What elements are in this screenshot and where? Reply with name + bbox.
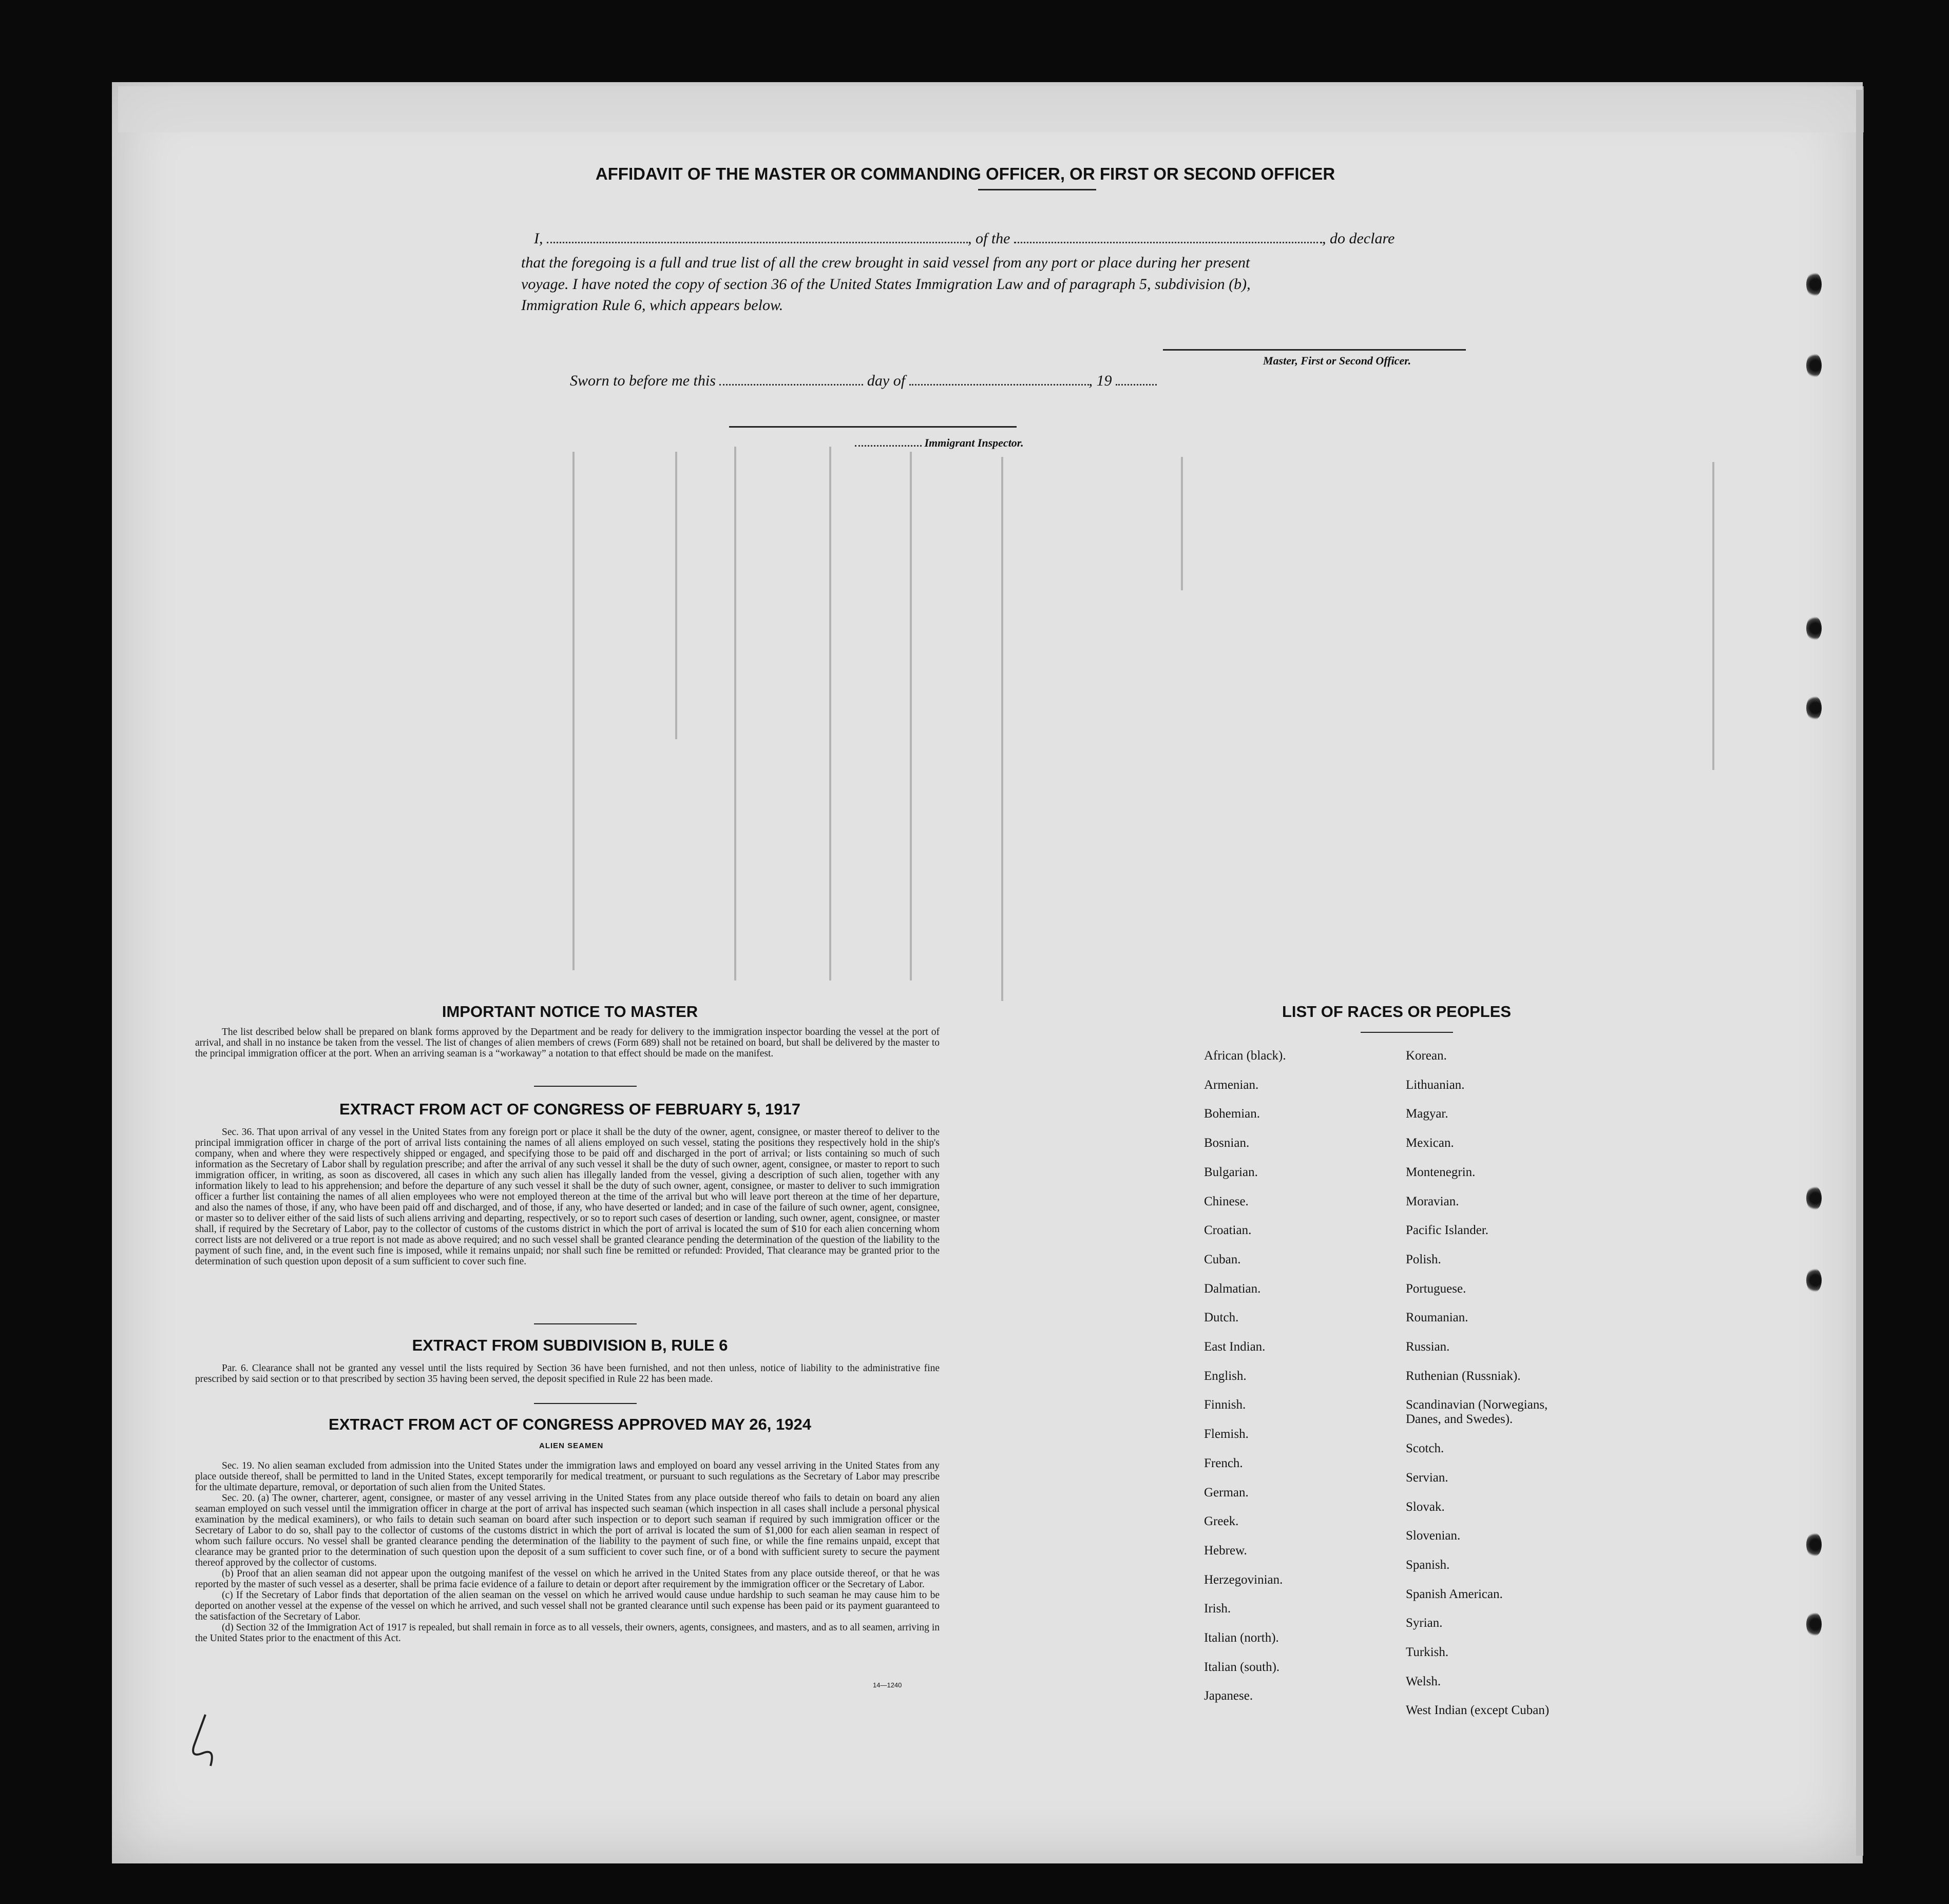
sworn-prefix: Sworn to before me this: [570, 372, 716, 389]
sworn-line: [570, 372, 1157, 390]
bleed-through-column-line: [572, 452, 575, 970]
bleed-through-column-line: [1181, 457, 1183, 590]
race-item: Montenegrin.: [1406, 1165, 1476, 1179]
sheet-right-edge: [1856, 90, 1863, 1856]
master-signature-line[interactable]: [1163, 349, 1466, 351]
race-item: Italian (south).: [1204, 1660, 1280, 1674]
sworn-year-blank[interactable]: [1116, 384, 1157, 386]
race-item: French.: [1204, 1456, 1243, 1470]
sec-20b-paragraph: (b) Proof that an alien seaman did not appear upon the outgoing manifest of the vessel on which he arrived in the United States from any place outside thereof, or that he was reported by the master of such vessel as a deserter, shall be prima facie evidence of a failure to detain or deport after requirement by the immigration officer or the Secretary of Labor.: [195, 1568, 940, 1590]
binder-hole-icon: [1806, 272, 1822, 297]
extract-1917-title: EXTRACT FROM ACT OF CONGRESS OF FEBRUARY 5, 1917: [339, 1100, 800, 1118]
bleed-through-header: [118, 86, 1864, 132]
master-signature-caption: Master, First or Second Officer.: [1263, 354, 1411, 367]
sec-20c-paragraph: (c) If the Secretary of Labor finds that deportation of the alien seaman on the vessel on which he arrived would cause undue hardship to such seaman he may cause him to be deported on another vessel at the expense of the vessel on which he arrived, and such vessel shall not be granted clearance until such expense has been paid or its payment guaranteed to the satisfaction of the Secretary of Labor.: [195, 1590, 940, 1622]
race-item: Pacific Islander.: [1406, 1223, 1489, 1238]
bleed-through-column-line: [910, 452, 912, 980]
race-item: Polish.: [1406, 1252, 1441, 1266]
races-title-rule: [1361, 1032, 1453, 1033]
race-item: Slovenian.: [1406, 1529, 1461, 1543]
extract-1917-body: [195, 1127, 940, 1267]
race-item: Turkish.: [1406, 1645, 1449, 1659]
par-6-paragraph: Par. 6. Clearance shall not be granted any vessel until the lists required by Section 36 have been furnished, and not then unless, notice of liability to the administrative fine prescribed by said section or to that prescribed by section 35 having been served, the deposit specified in Rule 22 has been made.: [195, 1363, 940, 1384]
affidavit-title: AFFIDAVIT OF THE MASTER OR COMMANDING OFFICER, OR FIRST OR SECOND OFFICER: [595, 164, 1335, 183]
race-item: Lithuanian.: [1406, 1078, 1465, 1092]
race-item: Japanese.: [1204, 1689, 1253, 1703]
sec-20d-paragraph: (d) Section 32 of the Immigration Act of 1917 is repealed, but shall remain in force as to all vessels, their owners, agents, consignees, and masters, and as to all seamen, arriving in the United States prior to the enactment of this Act.: [195, 1622, 940, 1644]
affidavit-line1: [534, 230, 1394, 247]
binder-hole-icon: [1806, 1186, 1822, 1210]
race-item: Herzegovinian.: [1204, 1572, 1283, 1587]
section-divider: [534, 1403, 637, 1404]
race-item: Portuguese.: [1406, 1281, 1466, 1296]
affidavit-line4: Immigration Rule 6, which appears below.: [521, 297, 784, 314]
race-item: Mexican.: [1406, 1136, 1454, 1150]
race-item: Welsh.: [1406, 1674, 1441, 1688]
race-item: Ruthenian (Russniak).: [1406, 1369, 1521, 1383]
bleed-through-column-line: [1712, 462, 1714, 770]
race-item: Chinese.: [1204, 1194, 1249, 1208]
bleed-through-column-line: [829, 447, 831, 980]
section-divider: [534, 1086, 637, 1087]
bleed-through-column-line: [1001, 457, 1003, 1001]
race-item: English.: [1204, 1369, 1247, 1383]
vessel-blank[interactable]: [1014, 242, 1322, 243]
affidavit-line2: that the foregoing is a full and true list of all the crew brought in said vessel from any port or place during her present: [521, 254, 1250, 271]
race-item: Flemish.: [1204, 1427, 1249, 1441]
title-rule: [978, 189, 1096, 190]
race-item: West Indian (except Cuban): [1406, 1703, 1550, 1718]
race-item: Spanish.: [1406, 1557, 1450, 1572]
race-item: Scotch.: [1406, 1441, 1444, 1456]
binder-hole-icon: [1806, 353, 1822, 378]
sworn-month-blank[interactable]: [909, 384, 1089, 386]
inspector-line: [855, 436, 1024, 450]
extract-rule6-body: [195, 1363, 940, 1384]
sworn-year: , 19: [1088, 372, 1112, 389]
race-item: East Indian.: [1204, 1340, 1266, 1354]
sworn-day-blank[interactable]: [719, 384, 863, 386]
race-item: Scandinavian (Norwegians,: [1406, 1398, 1548, 1412]
sworn-day-of: day of: [867, 372, 906, 389]
race-item: Servian.: [1406, 1470, 1448, 1485]
sec-20a-paragraph: Sec. 20. (a) The owner, charterer, agent, consignee, or master of any vessel arriving in the United States from any place outside thereof who fails to detain on board any alien seaman employed on such vessel until the immigration officer in charge at the port of arrival has inspected such seaman (which inspection in all cases shall include a personal physical examination by the medical examiners), or who fails to detain such seaman on board after such inspection or to deport such seaman if required by such immigration officer or the Secretary of Labor to do so, shall pay to the collector of customs of the customs district in which the port of arrival is located the sum of $1,000 for each alien seaman in respect of whom such failure occurs. No vessel shall be granted clearance pending the determination of the liability to the payment of such fine, or while the fine remains unpaid, except that clearance may be granted prior to the determination of such question upon the deposit of a sum sufficient to cover such fine, or of a bond with sufficient surety to secure the payment thereof approved by the collector of customs.: [195, 1493, 940, 1568]
race-item: Greek.: [1204, 1514, 1239, 1529]
race-item: Magyar.: [1406, 1107, 1448, 1121]
race-item: Russian.: [1406, 1340, 1450, 1354]
race-item: Roumanian.: [1406, 1311, 1468, 1325]
affidavit-line3: voyage. I have noted the copy of section 36 of the United States Immigration Law and of paragraph 5, subdivision (b),: [521, 276, 1251, 293]
name-blank[interactable]: [547, 242, 968, 243]
binder-hole-icon: [1806, 696, 1822, 720]
of-the-label: , of the: [968, 230, 1010, 247]
race-item: Dalmatian.: [1204, 1281, 1261, 1296]
extract-1924-body: [195, 1460, 940, 1644]
race-item: Spanish American.: [1406, 1587, 1503, 1601]
race-item: Irish.: [1204, 1602, 1231, 1616]
race-item: Finnish.: [1204, 1398, 1246, 1412]
sec-19-paragraph: Sec. 19. No alien seaman excluded from admission into the United States under the immigration laws and employed on board any vessel arriving in the United States from any place outside thereof, shall be permitted to land in the United States, except temporarily for medical treatment, or pursuant to such regulations as the Secretary of Labor may prescribe for the ultimate departure, removal, or deportation of such alien from the United States.: [195, 1460, 940, 1493]
race-item: Armenian.: [1204, 1078, 1259, 1092]
affidavit-i: I,: [534, 230, 543, 247]
bleed-through-column-line: [734, 447, 736, 980]
binder-hole-icon: [1806, 1532, 1822, 1557]
binder-hole-icon: [1806, 1268, 1822, 1293]
race-item: Moravian.: [1406, 1194, 1459, 1208]
race-item: German.: [1204, 1485, 1249, 1499]
race-item: Bohemian.: [1204, 1107, 1260, 1121]
race-item: Hebrew.: [1204, 1543, 1247, 1557]
race-item: Danes, and Swedes).: [1406, 1412, 1513, 1427]
binder-hole-icon: [1806, 1612, 1822, 1637]
race-item: Bosnian.: [1204, 1136, 1250, 1150]
pencil-mark-icon: [185, 1709, 226, 1776]
alien-seamen-subtitle: ALIEN SEAMEN: [539, 1441, 604, 1450]
race-item: African (black).: [1204, 1049, 1286, 1063]
notice-title: IMPORTANT NOTICE TO MASTER: [442, 1003, 698, 1021]
inspector-signature-line[interactable]: [729, 426, 1017, 428]
notice-body: [195, 1027, 940, 1059]
race-item: Croatian.: [1204, 1223, 1252, 1238]
inspector-blank[interactable]: [855, 445, 922, 447]
race-item: Slovak.: [1406, 1499, 1445, 1514]
bleed-through-column-line: [675, 452, 677, 739]
form-number: 14—1240: [873, 1681, 902, 1689]
race-item: Italian (north).: [1204, 1631, 1279, 1645]
declare-label: , do declare: [1322, 230, 1395, 247]
binder-hole-icon: [1806, 616, 1822, 641]
race-item: Cuban.: [1204, 1252, 1241, 1266]
extract-1924-title: EXTRACT FROM ACT OF CONGRESS APPROVED MAY 26, 1924: [329, 1415, 811, 1433]
race-item: Dutch.: [1204, 1311, 1239, 1325]
race-item: Syrian.: [1406, 1616, 1443, 1630]
notice-paragraph: The list described below shall be prepared on blank forms approved by the Department and be ready for delivery to the immigration inspector boarding the vessel at the port of arrival, and shall in no instance be taken from the vessel. The list of changes of alien members of crews (Form 689) shall not be retained on board, but shall be delivered by the master to the principal immigration officer at the port. When an arriving seaman is a “workaway” a notation to that effect should be made on the manifest.: [195, 1027, 940, 1059]
sec-36-paragraph: Sec. 36. That upon arrival of any vessel in the United States from any foreign port or place it shall be the duty of the owner, agent, consignee, or master thereof to deliver to the principal immigration officer in charge of the port of arrival lists containing the names of all aliens employed on such vessel, stating the positions they respectively hold in the ship's company, when and where they were respectively shipped or engaged, and specifying those to be paid off and discharged in the port of arrival; or lists containing so much of such information as the Secretary of Labor shall by regulation prescribe; and after the arrival of any such vessel it shall be the duty of such owner, agent, consignee, or master to report to such immigration officer, in writing, as soon as discovered, all cases in which any such alien has illegally landed from the vessel, giving a description of such alien, together with any information likely to lead to his apprehension; and before the departure of any such vessel it shall be the duty of such owner, agent, consignee, or master to deliver to such immigration officer a further list containing the names of all alien employees who were not employed thereon at the time of the arrival but who will leave port thereon at the time of her departure, and also the names of those, if any, who have been paid off and discharged, and of those, if any, who have deserted or landed; and in case of the failure of such owner, agent, consignee, or master so to deliver either of the said lists of such aliens arriving and departing, respectively, or so to report such cases of desertion or landing, such owner, agent, consignee, or master shall, if required by the Secretary of Labor, pay to the collector of customs of the customs district in which the port of arrival is located the sum of $10 for each alien concerning whom correct lists are not delivered or a true report is not made as above required; and no such vessel shall be granted clearance pending the determination of the question of the liability to the payment of such fine, and, in the event such fine is imposed, while it remains unpaid; nor shall such fine be remitted or refunded: Provided, That clearance may be granted prior to the determination of such question upon deposit of a sum sufficient to cover such fine.: [195, 1127, 940, 1267]
races-title: LIST OF RACES OR PEOPLES: [1282, 1003, 1512, 1021]
section-divider: [534, 1323, 637, 1324]
race-item: Korean.: [1406, 1049, 1447, 1063]
extract-rule6-title: EXTRACT FROM SUBDIVISION B, RULE 6: [412, 1336, 728, 1354]
race-item: Bulgarian.: [1204, 1165, 1258, 1179]
inspector-caption: Immigrant Inspector.: [924, 436, 1024, 449]
